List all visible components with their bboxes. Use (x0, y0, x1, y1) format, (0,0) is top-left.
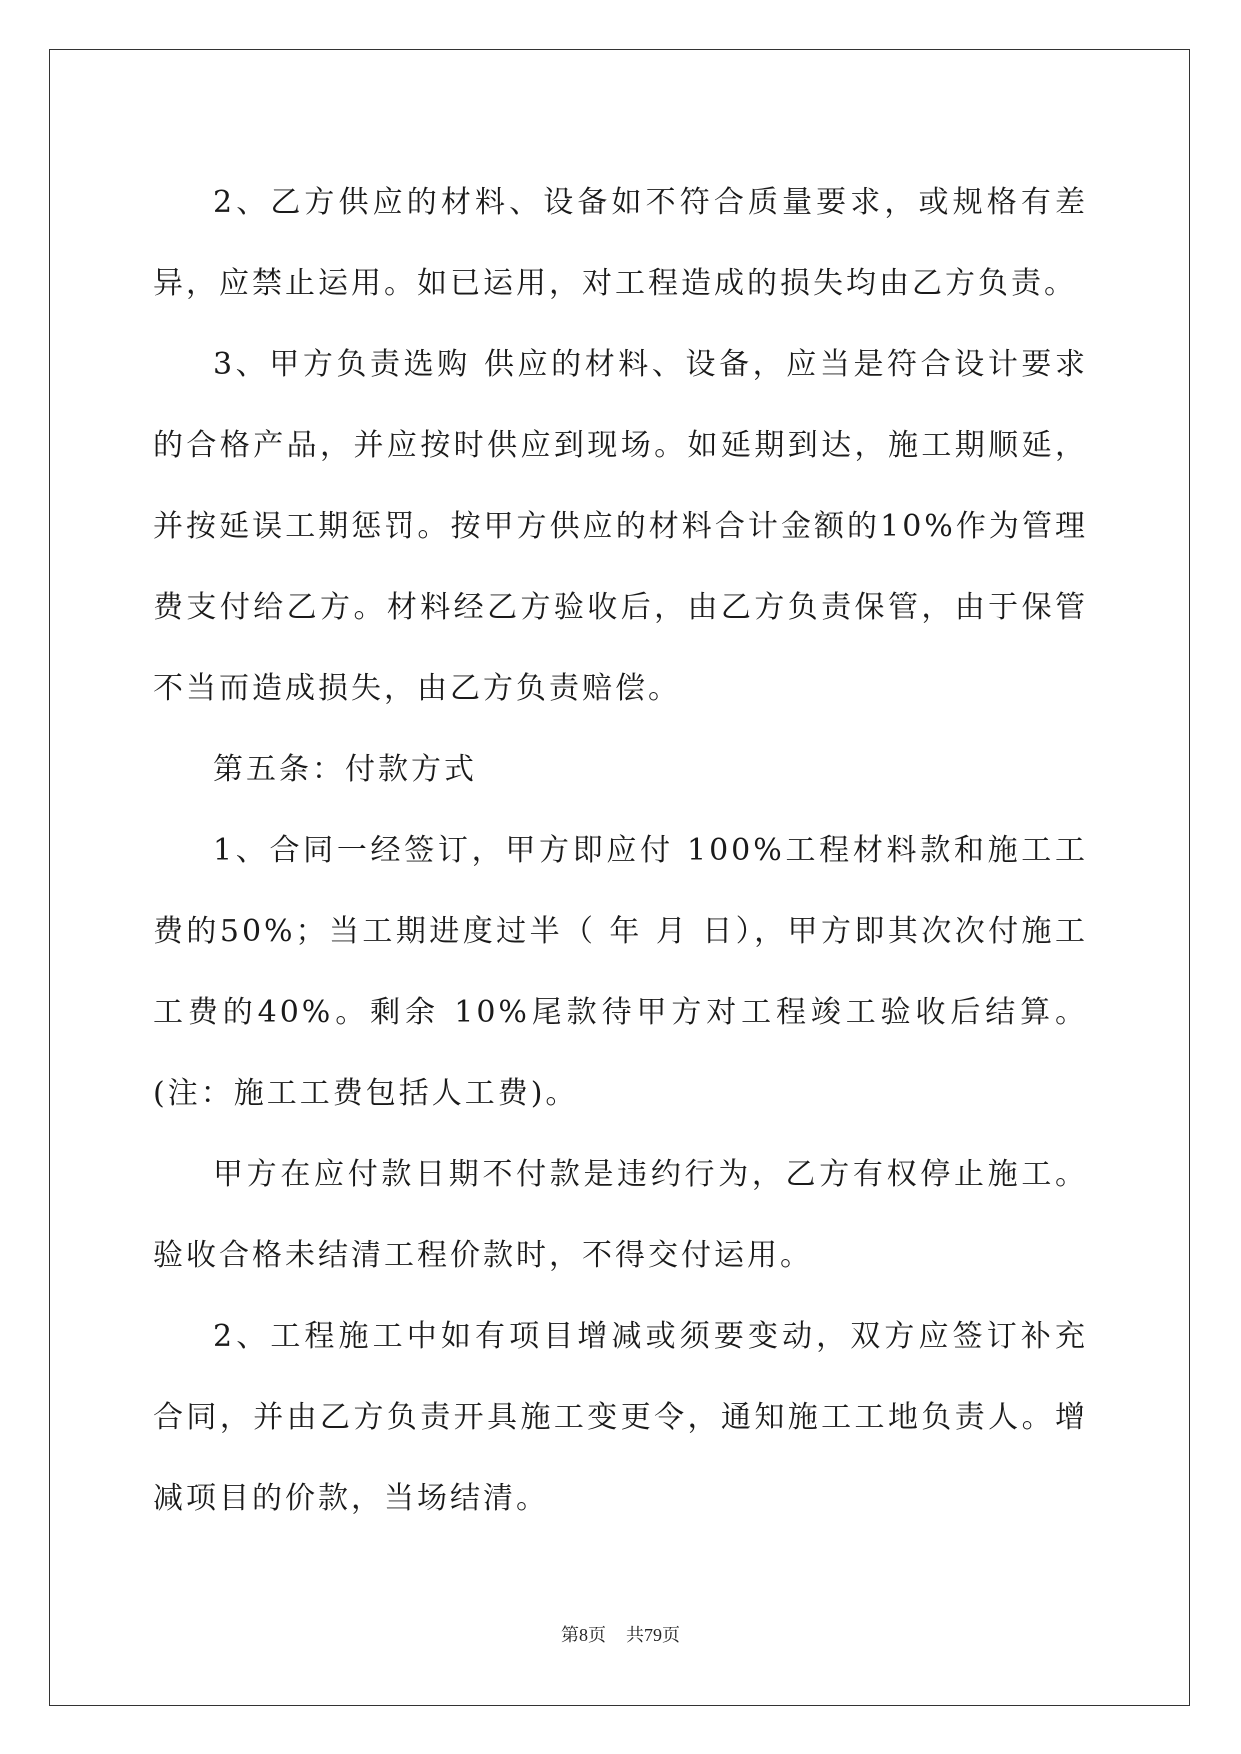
footer-page-number: 8 (579, 1625, 588, 1645)
section-heading-payment: 第五条：付款方式 (213, 752, 477, 787)
footer-total-prefix: 共 (626, 1625, 644, 1645)
paragraph-material-quality: 2、乙方供应的材料、设备如不符合质量要求，或规格有差异，应禁止运用。如已运用，对工程造成的损失均由乙方负责。 (153, 185, 1088, 301)
footer-total-pages: 79 (644, 1625, 662, 1645)
paragraph-payment-default: 甲方在应付款日期不付款是违约行为，乙方有权停止施工。验收合格未结清工程价款时，不得交付运用。 (153, 1157, 1088, 1273)
footer-total-suffix: 页 (662, 1625, 680, 1645)
paragraph-buyer-supply: 3、甲方负责选购 供应的材料、设备，应当是符合设计要求的合格产品，并应按时供应到现场。如延期到达，施工期顺延，并按延误工期惩罚。按甲方供应的材料合计金额的10%作为管理费支付给乙方。材料经乙方验收后，由乙方负责保管，由于保管不当而造成损失，由乙方负责赔偿。 (153, 347, 1088, 706)
paragraph-project-changes: 2、工程施工中如有项目增减或须要变动，双方应签订补充合同，并由乙方负责开具施工变更令，通知施工工地负责人。增减项目的价款，当场结清。 (153, 1319, 1088, 1516)
footer-page-prefix: 第 (561, 1625, 579, 1645)
footer-page-suffix: 页 (588, 1625, 606, 1645)
paragraph-payment-schedule: 1、合同一经签订，甲方即应付 100%工程材料款和施工工费的50%；当工期进度过半（ 年 月 日），甲方即其次次付施工工费的40%。剩余 10%尾款待甲方对工程竣工验收后结算。(注：施工工费包括人工费)。 (153, 833, 1088, 1111)
document-body (153, 162, 1088, 1539)
page-footer (0, 1621, 1241, 1647)
